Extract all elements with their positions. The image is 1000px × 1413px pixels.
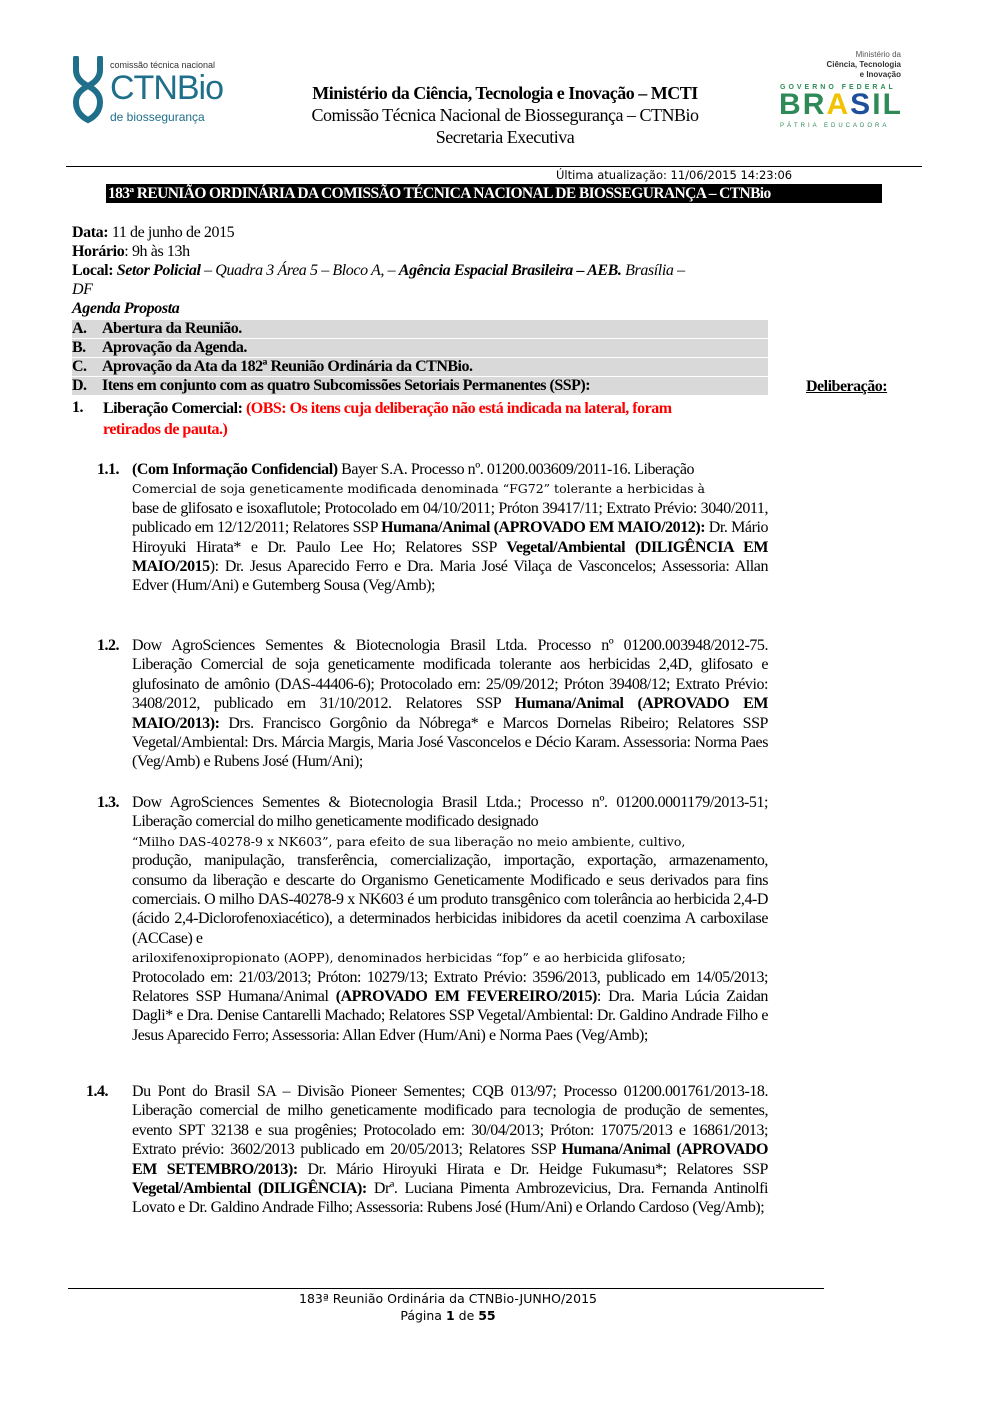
brasil-letter: L [882, 88, 901, 121]
page-prefix: Página [400, 1308, 446, 1323]
item-1-1-text [132, 460, 768, 596]
item-1-1-p4: Dr. Mário Hiroyuki Hirata* e Dr. Paulo Lee Ho; Relatores SSP [132, 519, 769, 556]
logo-small-text: comissão técnica nacional [110, 60, 216, 70]
time-value: : 9h às 13h [124, 243, 190, 260]
agenda-text: Aprovação da Ata da 182ª Reunião Ordinária da CTNBio. [102, 358, 473, 375]
agenda-text: Abertura da Reunião. [102, 320, 242, 337]
place-d: Brasília – [621, 262, 685, 279]
item-1-3-status-ha: (APROVADO EM FEVEREIRO/2015) [335, 988, 597, 1006]
item-1-2-status-ha: Humana/Animal (APROVADO EM MAIO/2013): [132, 695, 768, 732]
agenda-text: Aprovação da Agenda. [102, 339, 247, 356]
item-number: 1.1. [97, 461, 119, 478]
item-1-3-p6: : Dra. Maria Lúcia Zaidan Dagli* e Dra. Denise Cantarelli Machado; Relatores SSP Vegetal/Ambiental: Dr. Galdino Andrade Filho e Jesus Aparecido Ferro; Assessoria: Allan Edver (Hum/Ani) e Norma Paes (Veg/Amb); [132, 988, 768, 1044]
meeting-info [72, 223, 772, 318]
page-footer [200, 1290, 696, 1324]
footer-meeting: 183ª Reunião Ordinária da CTNBio-JUNHO/2015 [299, 1291, 597, 1306]
agenda-item [72, 319, 590, 338]
item-1-3-p4: ariloxifenoxipropionato (AOPP), denominados herbicidas “fop” e ao herbicida glifosato; [132, 950, 686, 966]
ctnbio-logo-mark [70, 56, 106, 126]
item-1-3-p3: produção, manipulação, transferência, comercialização, importação, exportação, armazenamento, consumo da liberação e descarte do Organismo Geneticamente Modificado e seus derivados para fins comerciais. O milho DAS-40278-9 x NK603 é um produto transgênico com tolerância ao herbicida 2,4-D (ácido 2,4-Diclorofenoxiacético), a determinados herbicidas inibidores da acetil coenzima A carboxilase (ACCase) e [132, 852, 768, 947]
section-1-title: Liberação Comercial: [103, 400, 243, 417]
agenda-letter: B. [72, 339, 86, 356]
ctnbio-logo [70, 56, 224, 126]
governo-federal-text: GOVERNO FEDERAL [780, 84, 896, 91]
item-1-1-status-ha: Humana/Animal (APROVADO EM MAIO/2012): [381, 519, 706, 537]
place-b: – Quadra 3 Área 5 – Bloco A, – [200, 262, 399, 279]
header-secretariat: Secretaria Executiva [435, 127, 575, 147]
ministry-line-2: Ciência, Tecnologia [826, 60, 901, 69]
item-1-2-p2: Drs. Francisco Gorgônio da Nóbrega* e Marcos Dornelas Ribeiro; Relatores SSP Vegetal/Ambiental: Drs. Márcia Margis, Maria José Vasconcelos e Décio Karam. Assessoria: Norma Paes (Veg/Amb) e Rubens José (Hum/Ani); [132, 714, 768, 771]
ministry-line-3: e Inovação [859, 70, 901, 79]
item-1-1-p5: ): Dr. Jesus Aparecido Ferro e Dra. Maria José Vilaça de Vasconcelos; Assessoria: Allan Edver (Hum/Ani) e Gutemberg Sousa (Veg/Amb); [132, 558, 768, 595]
date-value: 11 de junho de 2015 [111, 224, 235, 241]
agenda-letter: A. [72, 320, 87, 337]
header-commission: Comissão Técnica Nacional de Biossegurança – CTNBio [311, 105, 699, 125]
place-c: Agência Espacial Brasileira – AEB. [398, 262, 622, 279]
page-current: 1 [445, 1308, 455, 1323]
item-1-4-p3: Drª. Luciana Pimenta Ambrozevicius, Dra. Fernanda Antinolfi Lovato e Dr. Galdino Andrade Filho; Assessoria: Rubens José (Hum/Ani) e Orlando Cardoso (Veg/Amb); [132, 1180, 768, 1217]
item-1-2-text [132, 636, 768, 772]
agenda-item [72, 338, 590, 357]
brasil-letter: I [872, 88, 881, 121]
place-line [72, 261, 772, 280]
agenda-item [72, 376, 590, 395]
meeting-title: 183ª REUNIÃO ORDINÁRIA DA COMISSÃO TÉCNICA NACIONAL DE BIOSSEGURANÇA – CTNBio [106, 184, 882, 203]
item-number: 1.2. [97, 637, 119, 654]
time-line [72, 242, 772, 261]
item-1-4-status-va: Vegetal/Ambiental (DILIGÊNCIA): [132, 1180, 367, 1198]
agenda-letter: C. [72, 358, 87, 375]
agenda-list [72, 319, 590, 395]
deliberation-label: Deliberação: [806, 378, 888, 395]
brasil-letter: S [850, 88, 871, 121]
item-1-3-p1: Dow AgroSciences Sementes & Biotecnologia Brasil Ltda.; Processo nº. 01200.0001179/2013-51; Liberação comercial do milho geneticamente modificado designado [132, 794, 768, 831]
place-a: Setor Policial [116, 262, 201, 279]
place-label: Local: [72, 262, 114, 279]
section-1-number: 1. [72, 399, 83, 416]
item-1-4-p1: Du Pont do Brasil SA – Divisão Pioneer Sementes; CQB 013/97; Processo 01200.001761/2013-18. Liberação comercial de milho geneticamente modificado para tecnologia de produção de sementes, evento SPT 32138 e sua progênies; Protocolado em: 30/04/2013; Próton: 17075/2013 e 16861/2013; Extrato prévio: 3602/2013 publicado em 20/05/2013; Relatores SSP [132, 1083, 768, 1159]
item-1-3-text [132, 793, 768, 1045]
date-label: Data: [72, 224, 109, 241]
item-number: 1.3. [97, 794, 119, 811]
footer-rule [68, 1288, 824, 1289]
item-1-4-status-ha: Humana/Animal (APROVADO EM SETEMBRO/2013): [132, 1141, 768, 1178]
item-1-1-status-va: Vegetal/Ambiental (DILIGÊNCIA EM MAIO/2015 [132, 538, 768, 576]
date-line [72, 223, 772, 242]
agenda-item [72, 357, 590, 376]
item-1-1-p2: Comercial de soja geneticamente modificada denominada “FG72” tolerante a herbicidas à [132, 481, 705, 497]
brasil-letter: A [826, 88, 849, 121]
section-1-heading [103, 398, 771, 440]
header-ministry: Ministério da Ciência, Tecnologia e Inovação – MCTI [312, 83, 698, 103]
page-of: de [454, 1308, 479, 1323]
page-number [200, 1307, 696, 1324]
item-number: 1.4. [86, 1083, 108, 1100]
patria-educadora-text: PÁTRIA EDUCADORA [780, 123, 890, 129]
item-1-1-confidential: (Com Informação Confidencial) [132, 461, 338, 478]
place-e: DF [72, 281, 93, 298]
header-rule [66, 166, 922, 167]
item-1-3-p2: “Milho DAS-40278-9 x NK603”, para efeito de sua liberação no meio ambiente, cultivo, [132, 833, 686, 849]
item-1-3-p5: Protocolado em: 21/03/2013; Próton: 10279/13; Extrato Prévio: 3596/2013, publicado em 14/05/2013; Relatores SSP Humana/Animal [132, 968, 768, 1006]
header-text [230, 82, 780, 148]
item-1-2-p1: Dow AgroSciences Sementes & Biotecnologia Brasil Ltda. Processo nº 01200.003948/2012-75. Liberação Comercial de soja geneticamente modificada tolerante aos herbicidas 2,4D, glifosato e glufosinato de amônio (DAS-44406-6); Protocolado em: 25/09/2012; Próton 39408/12; Extrato Prévio: 3408/2012, publicado em 31/10/2012. Relatores SSP [132, 637, 768, 713]
brasil-letter: R [802, 88, 825, 121]
last-updated: Última atualização: 11/06/2015 14:23:06 [556, 168, 793, 182]
page-total: 55 [478, 1308, 496, 1323]
agenda-letter: D. [72, 377, 87, 394]
item-1-4-p2: Dr. Mário Hiroyuki Hirata e Dr. Heidge Fukumasu*; Relatores SSP [297, 1160, 768, 1178]
logo-name: CTNBio [110, 69, 224, 107]
time-label: Horário [72, 243, 125, 260]
agenda-text: Itens em conjunto com as quatro Subcomissões Setoriais Permanentes (SSP): [102, 377, 591, 394]
ministry-line-1: Ministério da [855, 50, 901, 59]
brasil-wordmark [779, 90, 901, 120]
ministry-logo-text [826, 50, 901, 80]
section-1-obs: (OBS: Os itens cuja deliberação não está indicada na lateral, foram [245, 400, 672, 417]
agenda-title: Agenda Proposta [72, 300, 180, 317]
section-1-obs-cont: retirados de pauta.) [103, 421, 228, 438]
item-1-4-text [132, 1082, 768, 1218]
brasil-letter: B [779, 88, 801, 121]
governo-federal-logo [775, 50, 905, 130]
logo-sub-text: de biossegurança [110, 110, 205, 124]
item-1-1-p3: base de glifosato e isoxaflutole; Protocolado em 04/10/2011; Próton 39417/11; Extrato Prévio: 3040/2011, publicado em 12/12/2011; Relatores SSP [132, 499, 768, 537]
item-1-1-p1: Bayer S.A. Processo nº. 01200.003609/2011-16. Liberação [337, 461, 695, 478]
